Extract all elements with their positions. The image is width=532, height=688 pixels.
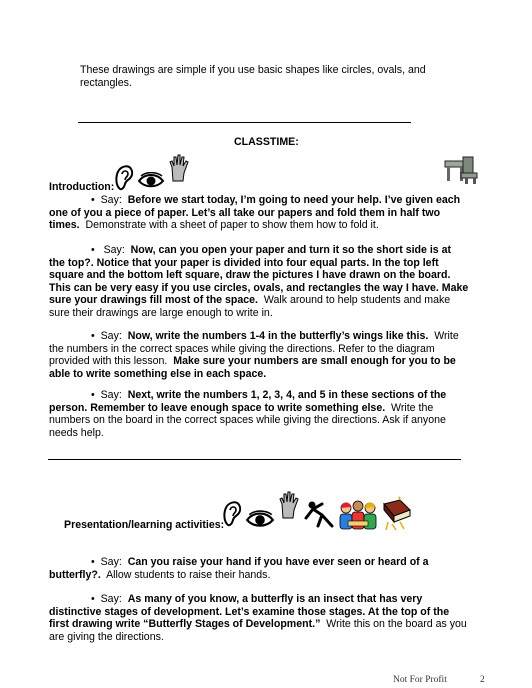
divider-middle [48,459,461,460]
divider-top [78,122,411,123]
ear-icon [113,164,135,192]
presentation-bullet-2: • Say: As many of you know, a butterfly is an insect that has very distinctive stages of development. Let’s examine those stages. At the top of the first drawing write “Butterfly Stages of Development.” Write this on the board as you are giving the directions. [49,593,467,643]
bullet: • [91,389,95,401]
presentation-bullet-1: • Say: Can you raise your hand if you have ever seen or heard of a butterfly?. Allow students to raise their hands. [49,556,429,581]
book-icon [380,496,414,532]
hand-icon [168,153,190,183]
intro-bullet-1: • Say: Before we start today, I’m going to need your help. I’ve given each one of you a piece of paper. Let’s all take our papers and fold them in half two times. Demonstrate with a sheet of paper to show them how to fold it. [49,194,461,232]
group-of-children-icon [338,499,378,531]
footer-not-for-profit: Not For Profit [393,675,447,685]
ear-icon [221,498,243,530]
bullet: • [91,330,95,342]
school-desk-icon [443,153,479,185]
page-number: 2 [480,675,485,685]
presentation-label: Presentation/learning activities: [64,519,225,531]
classtime-heading: CLASSTIME: [234,136,299,148]
eye-icon [245,510,275,530]
bullet: • [91,194,95,206]
bullet: • [91,593,95,605]
intro-bullet-2: • Say: Now, can you open your paper and turn it so the short side is at the top?. Notice that your paper is divided into four equal parts. In the top left square and the bottom left square, draw the pictures I have drawn on the board. This can be very easy if you use circles, ovals, and rectangles the way I have. Make sure your drawings fill most of the space. Walk around to help students and make sure their drawings are large enough to write in. [49,244,469,319]
bullet: • [91,556,95,568]
intro-paragraph: These drawings are simple if you use basic shapes like circles, ovals, and rectangles. [80,64,426,89]
hand-icon [278,490,300,520]
stretching-person-icon [302,500,336,528]
bullet: • [91,244,95,256]
eye-icon [137,172,165,190]
intro-bullet-4: • Say: Next, write the numbers 1, 2, 3, 4, and 5 in these sections of the person. Remember to leave enough space to write something else. Write the numbers on the board in the correct spaces while giving the directions. Ask if anyone needs help. [49,389,447,439]
intro-bullet-3: • Say: Now, write the numbers 1-4 in the butterfly’s wings like this. Write the numbers in the correct spaces while giving the directions. Refer to the diagram provided with this lesson. Make sure your numbers are small enough for you to be able to write something else in each space. [49,330,459,380]
introduction-label: Introduction: [49,181,115,193]
